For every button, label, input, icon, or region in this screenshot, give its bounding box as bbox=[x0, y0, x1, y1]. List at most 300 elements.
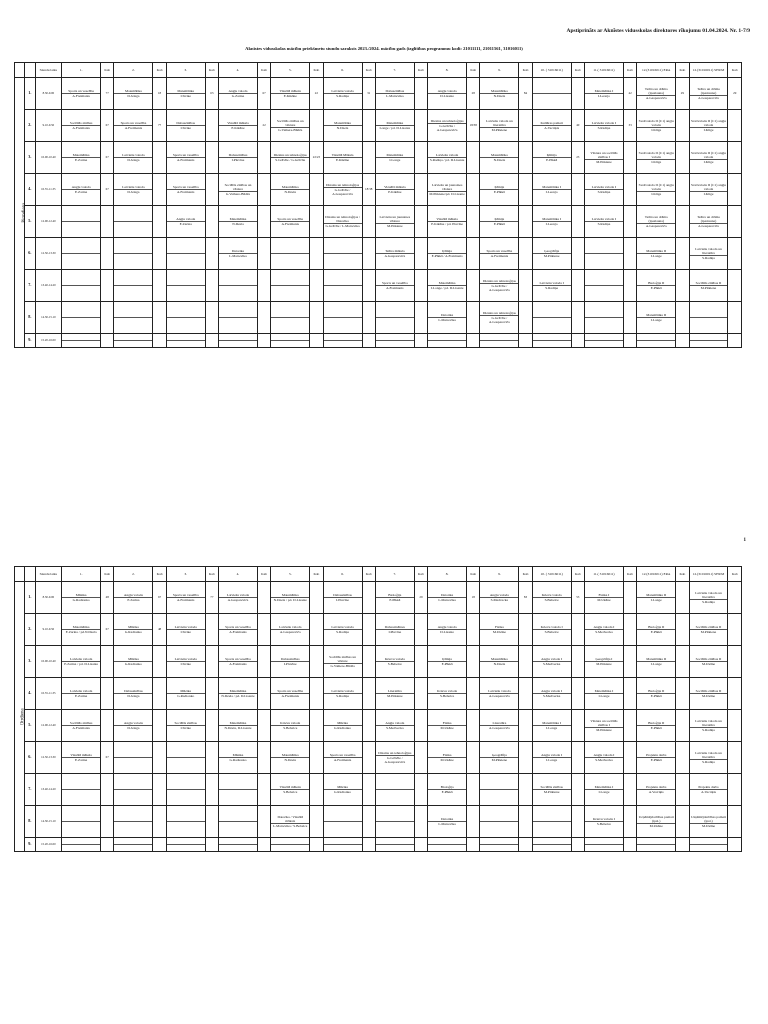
teacher: N.Dzela bbox=[284, 758, 297, 762]
subject bbox=[167, 340, 205, 341]
room-number bbox=[676, 838, 689, 852]
lesson-cell bbox=[62, 806, 101, 838]
subject: Fizika bbox=[480, 625, 518, 630]
class-header: 2. bbox=[114, 567, 153, 582]
subject: Krievu valoda bbox=[376, 657, 414, 662]
lesson-cell bbox=[323, 110, 362, 142]
subject: Ģeogrāfija I bbox=[585, 657, 623, 662]
lesson-cell-content bbox=[167, 689, 205, 698]
teacher: E.Zarina / pd.N.Dzela bbox=[65, 630, 97, 634]
room-number bbox=[676, 110, 689, 142]
subject bbox=[62, 340, 100, 341]
lesson-cell-content bbox=[376, 593, 414, 602]
subject: Latviešu valoda bbox=[167, 657, 205, 662]
lesson-cell-content bbox=[480, 721, 518, 730]
lesson-cell-content bbox=[585, 753, 623, 762]
lesson-cell bbox=[584, 582, 623, 614]
table-row bbox=[15, 270, 742, 302]
lesson-cell-content bbox=[167, 757, 205, 758]
lesson-cell bbox=[584, 174, 623, 206]
room-number bbox=[728, 238, 742, 270]
room-number: 33 bbox=[623, 110, 636, 142]
lesson-cell-content bbox=[690, 247, 728, 260]
subject: Matemātika I bbox=[585, 89, 623, 94]
lesson-cell bbox=[532, 582, 571, 614]
lesson-cell-content bbox=[219, 789, 257, 790]
subject bbox=[690, 317, 728, 318]
subject bbox=[167, 789, 205, 790]
lesson-cell-content bbox=[271, 625, 309, 634]
lesson-cell bbox=[637, 174, 676, 206]
subject: Vizuālā māksla bbox=[271, 785, 309, 790]
lesson-cell bbox=[323, 582, 362, 614]
lesson-cell bbox=[114, 646, 153, 678]
subject: Dizains un tehnoloģijas bbox=[376, 751, 414, 756]
room-number bbox=[101, 238, 114, 270]
lesson-cell-content bbox=[219, 89, 257, 98]
subject: Latviešu valoda bbox=[324, 89, 362, 94]
lesson-cell bbox=[584, 142, 623, 174]
teacher: L.Matrevika bbox=[438, 598, 456, 602]
room-number bbox=[676, 742, 689, 774]
subject: Mūzika bbox=[324, 721, 362, 726]
lesson-number: 1. bbox=[25, 78, 35, 110]
room-number bbox=[519, 678, 532, 710]
lesson-cell bbox=[584, 334, 623, 348]
lesson-cell bbox=[480, 646, 519, 678]
teacher: N.Dzela / pd. D.Lisante bbox=[273, 598, 307, 602]
room-number bbox=[467, 334, 480, 348]
teacher: M.Ukāne bbox=[701, 824, 716, 828]
lesson-cell bbox=[219, 302, 258, 334]
lesson-cell-content bbox=[533, 185, 571, 194]
subject: Ķīmija bbox=[428, 249, 466, 254]
lesson-number-header bbox=[25, 63, 35, 78]
teacher: M.Ukāne bbox=[597, 598, 611, 602]
lesson-number: 4. bbox=[25, 174, 35, 206]
lesson-cell-content bbox=[114, 757, 152, 758]
subject bbox=[428, 340, 466, 341]
subject: Latviešu valoda bbox=[428, 153, 466, 158]
lesson-cell-content bbox=[219, 121, 257, 130]
lesson-cell bbox=[114, 142, 153, 174]
lesson-cell bbox=[375, 646, 414, 678]
teacher: E.Kikāne / pd. Pluvlne bbox=[431, 222, 463, 226]
lesson-cell bbox=[323, 142, 362, 174]
lesson-cell-content bbox=[637, 721, 675, 730]
teacher: S.Bebelce bbox=[596, 822, 611, 826]
teacher: E.Pīkkā bbox=[650, 630, 662, 634]
lesson-cell-content bbox=[271, 285, 309, 286]
lesson-cell-content bbox=[637, 625, 675, 634]
lesson-cell-content bbox=[376, 751, 414, 764]
lesson-cell-content bbox=[114, 721, 152, 730]
room-number bbox=[467, 646, 480, 678]
subject: Angļu valoda I bbox=[533, 689, 571, 694]
subject: Teātra un drāma (ipaslauna) bbox=[690, 215, 728, 224]
subject: Dabaszinības bbox=[271, 657, 309, 662]
subject bbox=[167, 285, 205, 286]
lesson-cell bbox=[689, 334, 728, 348]
room-number bbox=[623, 710, 636, 742]
lesson-cell bbox=[166, 174, 205, 206]
lesson-cell-content bbox=[428, 721, 466, 730]
lesson-cell bbox=[480, 238, 519, 270]
lesson-cell bbox=[166, 270, 205, 302]
lesson-cell bbox=[532, 206, 571, 238]
lesson-cell bbox=[62, 646, 101, 678]
subject bbox=[219, 844, 257, 845]
subject: Fizika I bbox=[585, 593, 623, 598]
lesson-cell bbox=[584, 710, 623, 742]
lesson-cell-content bbox=[428, 119, 466, 132]
lesson-cell-content bbox=[167, 153, 205, 162]
lesson-cell bbox=[637, 614, 676, 646]
subject: Mūzika bbox=[62, 593, 100, 598]
room-number bbox=[571, 78, 584, 110]
teacher: I.Strike bbox=[180, 94, 191, 98]
room-number bbox=[728, 174, 742, 206]
room-number bbox=[623, 614, 636, 646]
lesson-cell-content bbox=[480, 249, 518, 258]
room-header: Kab bbox=[571, 63, 584, 78]
table-row bbox=[15, 774, 742, 806]
class-header: 8. bbox=[428, 63, 467, 78]
lesson-number: 9. bbox=[25, 838, 35, 852]
lesson-cell-content bbox=[637, 281, 675, 290]
subject: Bioloģija bbox=[376, 593, 414, 598]
teacher: S.Medvecka bbox=[386, 726, 404, 730]
room-header: Kab bbox=[205, 567, 218, 582]
lesson-cell-content bbox=[271, 815, 309, 828]
lesson-cell bbox=[584, 270, 623, 302]
room-number bbox=[519, 710, 532, 742]
room-number bbox=[153, 174, 166, 206]
page-number: 1 bbox=[743, 538, 746, 543]
lesson-cell-content bbox=[637, 689, 675, 698]
lesson-cell bbox=[532, 110, 571, 142]
subject bbox=[114, 285, 152, 286]
table-row bbox=[15, 110, 742, 142]
teacher: A.Freimanis bbox=[229, 630, 247, 634]
lesson-cell-content bbox=[167, 821, 205, 822]
class-header: 2. bbox=[114, 63, 153, 78]
room-number bbox=[676, 774, 689, 806]
teacher: E.Pīkkā bbox=[546, 158, 558, 162]
teacher: I.Strike bbox=[180, 662, 191, 666]
teacher: I.Leonjo bbox=[545, 190, 558, 194]
teacher: A.Freimanis bbox=[72, 94, 90, 98]
subject: Angļu valoda bbox=[62, 185, 100, 190]
lesson-cell bbox=[166, 710, 205, 742]
lesson-number: 7. bbox=[25, 270, 35, 302]
lesson-cell-content bbox=[114, 689, 152, 698]
subject: Uzņēmējdarbības pamati (ipsl.) bbox=[691, 814, 726, 823]
subject: Datorika bbox=[219, 249, 257, 254]
teacher: I.Leonjo bbox=[597, 94, 610, 98]
teacher: A.Freimanis bbox=[281, 694, 299, 698]
lesson-cell-content bbox=[428, 281, 466, 290]
lesson-cell-content bbox=[271, 657, 309, 666]
subject: Vizuālā Māksla bbox=[324, 153, 362, 158]
subject: Angļu valoda bbox=[114, 593, 152, 598]
room-number bbox=[467, 838, 480, 852]
subject: Matemātika bbox=[219, 689, 257, 694]
teacher: I.Klige bbox=[651, 192, 662, 196]
lesson-cell bbox=[375, 302, 414, 334]
table-row bbox=[15, 302, 742, 334]
teacher: A.Gaspareviča bbox=[489, 726, 510, 730]
room-number: 53 bbox=[571, 582, 584, 614]
lesson-cell bbox=[689, 838, 728, 852]
lesson-cell-content bbox=[480, 821, 518, 822]
document-title: Aknīstes vidusskolas mācību priekšmetu stundu saraksts 2023./2024. mācību gads (izglītības programmu kodi: 21011111, 21011561, 31016011) bbox=[245, 46, 523, 51]
lesson-cell-content bbox=[114, 185, 152, 194]
lesson-cell bbox=[271, 742, 310, 774]
class-header: 11.( 31016011) bbox=[584, 63, 623, 78]
lesson-cell-content bbox=[114, 657, 152, 666]
teacher: S.Radiņa bbox=[336, 630, 349, 634]
lesson-cell-content bbox=[480, 153, 518, 162]
subject bbox=[324, 285, 362, 286]
teacher: M.Pitkiene bbox=[387, 694, 403, 698]
subject: Matemātika bbox=[219, 217, 257, 222]
subject bbox=[114, 317, 152, 318]
lesson-cell-content bbox=[324, 721, 362, 730]
subject: Svešvaloda II (C1) angļu valoda bbox=[690, 150, 727, 159]
teacher: M.Ukāne bbox=[701, 694, 716, 698]
lesson-cell-content bbox=[637, 657, 675, 666]
room-number bbox=[519, 806, 532, 838]
class-header: 10. ( 31016011) bbox=[532, 567, 571, 582]
room-number: 18/38 bbox=[362, 174, 375, 206]
lesson-cell-content bbox=[376, 281, 414, 290]
room-number bbox=[623, 742, 636, 774]
lesson-cell-content bbox=[585, 317, 623, 318]
subject bbox=[114, 821, 152, 822]
lesson-cell-content bbox=[324, 785, 362, 794]
lesson-cell bbox=[166, 334, 205, 348]
room-number bbox=[362, 142, 375, 174]
subject: Projektu darbs bbox=[637, 753, 675, 758]
lesson-cell bbox=[480, 206, 519, 238]
room-header: Kab bbox=[571, 567, 584, 582]
lesson-cell bbox=[166, 302, 205, 334]
schedule-table-tuesday bbox=[14, 566, 742, 852]
room-number: 67 bbox=[101, 142, 114, 174]
subject: Svešvaloda II (C1) angļu valoda bbox=[638, 182, 674, 191]
lesson-cell bbox=[480, 142, 519, 174]
teacher: G.Grāvīte / A.Gaspareviča bbox=[489, 315, 510, 324]
room-number bbox=[362, 742, 375, 774]
day-name: Otrdiena bbox=[20, 708, 26, 725]
lesson-cell bbox=[219, 806, 258, 838]
lesson-cell-content bbox=[62, 317, 100, 318]
class-header: 10. ( 31016011) bbox=[532, 63, 571, 78]
room-number bbox=[153, 206, 166, 238]
room-number bbox=[676, 678, 689, 710]
teacher: A.Freimanis bbox=[124, 126, 143, 130]
lesson-cell-content bbox=[637, 151, 675, 164]
room-number: 77 bbox=[205, 582, 218, 614]
subject bbox=[114, 757, 152, 758]
lesson-cell-content bbox=[428, 657, 466, 666]
room-number bbox=[623, 678, 636, 710]
lesson-number: 6. bbox=[25, 742, 35, 774]
teacher: G.Radionko bbox=[334, 790, 352, 794]
lesson-cell bbox=[428, 806, 467, 838]
lesson-time: 13.40-14.20 bbox=[35, 774, 62, 806]
lesson-cell bbox=[114, 710, 153, 742]
lesson-cell-content bbox=[271, 340, 309, 341]
lesson-cell-content bbox=[62, 89, 100, 98]
room-number: 18 bbox=[153, 78, 166, 110]
teacher: S.Medvecka bbox=[542, 694, 561, 698]
teacher: I.Longe bbox=[598, 790, 610, 794]
class-header: 4. bbox=[219, 567, 258, 582]
lesson-cell-content bbox=[428, 217, 466, 226]
room-number bbox=[414, 110, 427, 142]
room-number bbox=[728, 710, 742, 742]
lesson-cell bbox=[637, 142, 676, 174]
lesson-cell bbox=[219, 614, 258, 646]
lesson-cell-content bbox=[428, 183, 466, 196]
subject: Matemātika II bbox=[637, 657, 675, 662]
lesson-cell bbox=[219, 646, 258, 678]
class-header: 12.(31016011) ERA bbox=[637, 63, 676, 78]
room-number bbox=[467, 774, 480, 806]
subject: Krievu valoda bbox=[271, 721, 309, 726]
lesson-cell-content bbox=[480, 217, 518, 226]
subject: Mūzika bbox=[114, 657, 152, 662]
teacher: M.Pitkiene bbox=[700, 630, 717, 634]
lesson-cell bbox=[219, 582, 258, 614]
lesson-cell bbox=[219, 678, 258, 710]
room-number: 23 bbox=[571, 142, 584, 174]
day-label bbox=[15, 582, 25, 852]
lesson-cell bbox=[428, 678, 467, 710]
lesson-cell-content bbox=[167, 285, 205, 286]
subject: Sociālās zinības II bbox=[690, 625, 728, 630]
lesson-cell bbox=[219, 110, 258, 142]
lesson-cell-content bbox=[428, 593, 466, 602]
room-number bbox=[728, 774, 742, 806]
subject: Latviešu valoda bbox=[167, 625, 205, 630]
teacher: E.Zarina bbox=[179, 222, 192, 226]
lesson-cell-content bbox=[533, 625, 571, 634]
lesson-cell bbox=[532, 238, 571, 270]
lesson-cell-content bbox=[271, 217, 309, 226]
room-number: 67 bbox=[257, 78, 270, 110]
lesson-cell bbox=[166, 806, 205, 838]
subject: Fizika bbox=[428, 721, 466, 726]
lesson-time: 13.40-14.20 bbox=[35, 270, 62, 302]
lesson-cell-content bbox=[533, 785, 571, 794]
room-number bbox=[519, 206, 532, 238]
room-number bbox=[571, 614, 584, 646]
subject bbox=[324, 821, 362, 822]
room-header: Kab bbox=[414, 63, 427, 78]
lesson-number: 2. bbox=[25, 614, 35, 646]
teacher: I.Klige bbox=[703, 128, 714, 132]
room-number bbox=[101, 710, 114, 742]
lesson-cell bbox=[323, 774, 362, 806]
lesson-cell bbox=[219, 206, 258, 238]
room-number bbox=[205, 838, 218, 852]
subject: Vizuālā māksla bbox=[62, 753, 100, 758]
lesson-cell-content bbox=[480, 311, 518, 324]
room-number bbox=[623, 270, 636, 302]
room-number bbox=[310, 614, 323, 646]
lesson-cell bbox=[375, 614, 414, 646]
room-number bbox=[414, 710, 427, 742]
lesson-cell bbox=[584, 78, 623, 110]
teacher: I.Longe bbox=[650, 318, 662, 322]
subject bbox=[428, 844, 466, 845]
room-number bbox=[519, 742, 532, 774]
room-number bbox=[676, 334, 689, 348]
subject: Datorika bbox=[428, 313, 466, 318]
lesson-cell-content bbox=[62, 185, 100, 194]
room-number bbox=[728, 302, 742, 334]
room-number bbox=[571, 206, 584, 238]
subject: Matemātika bbox=[480, 657, 518, 662]
subject bbox=[533, 317, 571, 318]
lesson-cell-content bbox=[585, 844, 623, 845]
lesson-cell bbox=[271, 710, 310, 742]
lesson-cell bbox=[323, 302, 362, 334]
lesson-cell-content bbox=[271, 119, 309, 132]
subject: Angļu valoda bbox=[219, 89, 257, 94]
teacher: S.Radiņa bbox=[702, 728, 715, 732]
room-number bbox=[310, 110, 323, 142]
room-number bbox=[414, 142, 427, 174]
lesson-cell bbox=[114, 614, 153, 646]
lesson-number: 9. bbox=[25, 334, 35, 348]
room-header: Kab bbox=[414, 567, 427, 582]
subject: Vizuālā māksla bbox=[219, 121, 257, 126]
lesson-cell-content bbox=[324, 844, 362, 845]
lesson-cell bbox=[428, 742, 467, 774]
lesson-cell bbox=[584, 806, 623, 838]
teacher: A.Vecriķis bbox=[544, 126, 560, 130]
room-number bbox=[257, 646, 270, 678]
subject: Dabaszinības bbox=[376, 89, 414, 94]
teacher: S.Radiņa / pd. D.Lisante bbox=[429, 158, 465, 162]
subject bbox=[585, 340, 623, 341]
subject: Svešvaloda II (C1) angļu valoda bbox=[690, 182, 727, 191]
lesson-cell bbox=[219, 838, 258, 852]
lesson-number: 5. bbox=[25, 206, 35, 238]
room-number bbox=[519, 270, 532, 302]
lesson-cell-content bbox=[533, 821, 571, 822]
room-number bbox=[676, 142, 689, 174]
table-row bbox=[15, 582, 742, 614]
room-number bbox=[205, 302, 218, 334]
lesson-cell bbox=[114, 174, 153, 206]
lesson-cell-content bbox=[585, 625, 623, 634]
lesson-cell-content bbox=[585, 689, 623, 698]
room-number bbox=[310, 646, 323, 678]
table-row bbox=[15, 806, 742, 838]
room-number bbox=[153, 238, 166, 270]
subject: Mūzika bbox=[114, 625, 152, 630]
lesson-cell-content bbox=[690, 625, 728, 634]
lesson-cell bbox=[219, 710, 258, 742]
teacher: L.Matrevika bbox=[229, 254, 247, 258]
room-number bbox=[101, 806, 114, 838]
lesson-cell-content bbox=[271, 153, 309, 162]
